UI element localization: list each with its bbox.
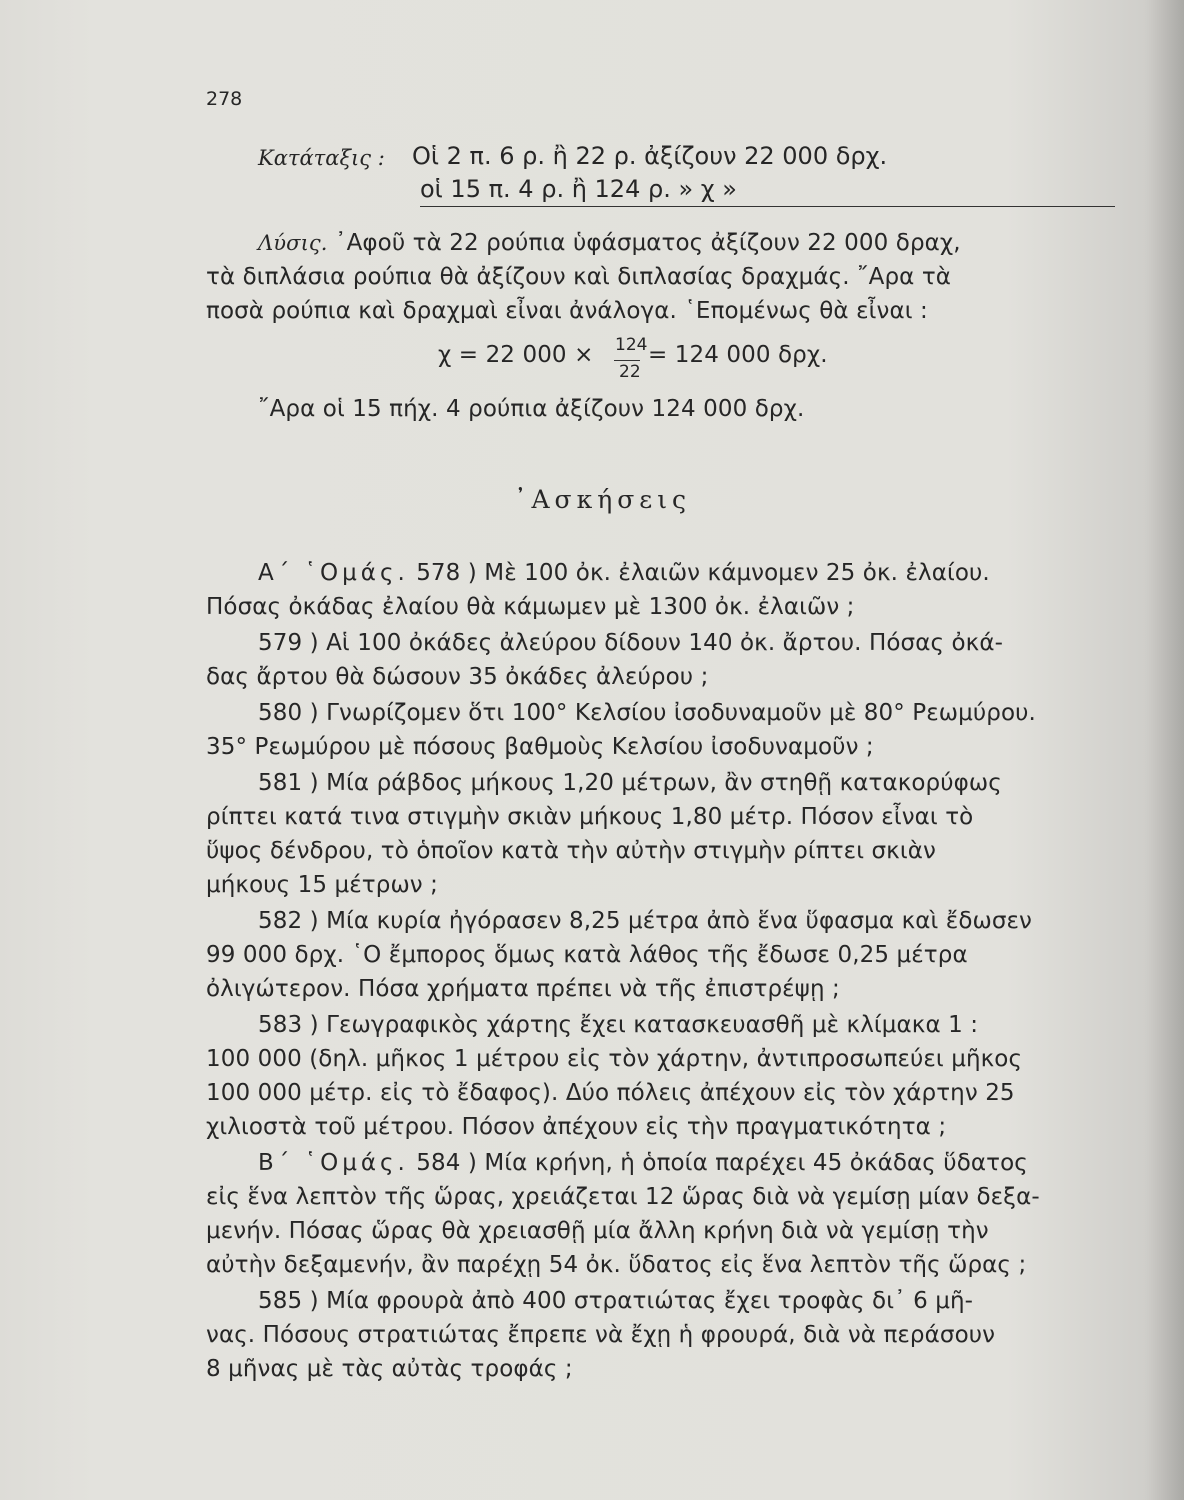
formula-left: χ = 22 000 × bbox=[438, 342, 594, 368]
exercise-579-line-2: δας ἄρτου θὰ δώσουν 35 ὀκάδες ἀλεύρου ; bbox=[206, 664, 709, 690]
exercise-584-line-2: εἰς ἕνα λεπτὸν τῆς ὥρας, χρειάζεται 12 ὥρας διὰ νὰ γεμίσῃ μίαν δεξα- bbox=[206, 1184, 1040, 1210]
katataxis-label: Κατάταξις : bbox=[258, 146, 385, 170]
solution-line-2: τὰ διπλάσια ρούπια θὰ ἀξίζουν καὶ διπλασίας δραχμάς. ῎Αρα τὰ bbox=[206, 264, 952, 290]
exercise-583-line-3: 100 000 μέτρ. εἰς τὸ ἔδαφος). Δύο πόλεις ἀπέχουν εἰς τὸν χάρτην 25 bbox=[206, 1080, 1015, 1106]
exercise-578-text: 578 ) Μὲ 100 ὀκ. ἐλαιῶν κάμνομεν 25 ὀκ. ἐλαίου. bbox=[416, 560, 990, 586]
exercise-585-line-1: 585 ) Μία φρουρὰ ἀπὸ 400 στρατιώτας ἔχει τροφὰς δι᾿ 6 μῆ- bbox=[258, 1288, 974, 1314]
exercise-583-line-1: 583 ) Γεωγραφικὸς χάρτης ἔχει κατασκευασθῆ μὲ κλίμακα 1 : bbox=[258, 1012, 979, 1038]
exercise-584-text: 584 ) Μία κρήνη, ἡ ὁποία παρέχει 45 ὀκάδας ὕδατος bbox=[416, 1150, 1028, 1176]
exercise-585-line-2: νας. Πόσους στρατιώτας ἔπρεπε νὰ ἔχῃ ἡ φρουρά, διὰ νὰ περάσουν bbox=[206, 1322, 996, 1348]
exercise-582-line-3: ὀλιγώτερον. Πόσα χρήματα πρέπει νὰ τῆς ἐπιστρέψῃ ; bbox=[206, 976, 840, 1002]
exercise-583-line-4: χιλιοστὰ τοῦ μέτρου. Πόσον ἀπέχουν εἰς τὴν πραγματικότητα ; bbox=[206, 1114, 947, 1140]
page-edge-shadow bbox=[1144, 0, 1184, 1500]
exercise-583-line-2: 100 000 (δηλ. μῆκος 1 μέτρου εἰς τὸν χάρτην, ἀντιπροσωπεύει μῆκος bbox=[206, 1046, 1023, 1072]
exercise-580-line-2: 35° Ρεωμύρου μὲ πόσους βαθμοὺς Κελσίου ἰσοδυναμοῦν ; bbox=[206, 734, 874, 760]
katataxis-row-2: οἱ 15 π. 4 ρ. ἢ 124 ρ. » χ » bbox=[420, 175, 737, 203]
group-a-label: Α΄ ῾Ομάς. bbox=[258, 560, 409, 586]
formula-right: = 124 000 δρχ. bbox=[648, 342, 828, 368]
solution-line-3: ποσὰ ρούπια καὶ δραχμαὶ εἶναι ἀνάλογα. ῾Επομένως θὰ εἶναι : bbox=[206, 298, 928, 324]
solution-line-1 bbox=[258, 230, 961, 256]
katataxis-row-1: Οἱ 2 π. 6 ρ. ἢ 22 ρ. ἀξίζουν 22 000 δρχ. bbox=[412, 142, 888, 170]
katataxis-divider bbox=[420, 206, 1115, 207]
exercise-581-line-4: μήκους 15 μέτρων ; bbox=[206, 872, 439, 898]
fraction-numerator: 124 bbox=[615, 335, 648, 355]
exercise-578-line-2: Πόσας ὀκάδας ἐλαίου θὰ κάμωμεν μὲ 1300 ὀκ. ἐλαιῶν ; bbox=[206, 594, 855, 620]
exercise-584-line-4: αὐτὴν δεξαμενήν, ἂν παρέχῃ 54 ὀκ. ὕδατος εἰς ἕνα λεπτὸν τῆς ὥρας ; bbox=[206, 1252, 1027, 1278]
page-number: 278 bbox=[206, 88, 243, 110]
exercise-579-line-1: 579 ) Αἱ 100 ὀκάδες ἀλεύρου δίδουν 140 ὀκ. ἄρτου. Πόσας ὀκά- bbox=[258, 630, 1003, 656]
exercise-581-line-2: ρίπτει κατά τινα στιγμὴν σκιὰν μήκους 1,80 μέτρ. Πόσον εἶναι τὸ bbox=[206, 804, 974, 830]
exercise-582-line-1: 582 ) Μία κυρία ἠγόρασεν 8,25 μέτρα ἀπὸ ἕνα ὕφασμα καὶ ἔδωσεν bbox=[258, 908, 1033, 934]
group-b-label: Β΄ ῾Ομάς. bbox=[258, 1150, 409, 1176]
solution-label: Λύσις. bbox=[258, 231, 328, 255]
section-heading: ᾿Ασκήσεις bbox=[514, 485, 692, 514]
solution-conclusion: ῎Αρα οἱ 15 πήχ. 4 ρούπια ἀξίζουν 124 000 δρχ. bbox=[258, 396, 805, 422]
exercise-580-line-1: 580 ) Γνωρίζομεν ὅτι 100° Κελσίου ἰσοδυναμοῦν μὲ 80° Ρεωμύρου. bbox=[258, 700, 1036, 726]
exercise-584-line-1 bbox=[258, 1150, 1028, 1176]
exercise-581-line-3: ὕψος δένδρου, τὸ ὁποῖον κατὰ τὴν αὐτὴν στιγμὴν ρίπτει σκιὰν bbox=[206, 838, 936, 864]
exercise-581-line-1: 581 ) Μία ράβδος μήκους 1,20 μέτρων, ἂν στηθῇ κατακορύφως bbox=[258, 770, 1002, 796]
exercise-578-line-1 bbox=[258, 560, 990, 586]
exercise-585-line-3: 8 μῆνας μὲ τὰς αὐτὰς τροφάς ; bbox=[206, 1356, 573, 1382]
fraction-bar bbox=[614, 360, 640, 361]
exercise-582-line-2: 99 000 δρχ. ῾Ο ἔμπορος ὅμως κατὰ λάθος τῆς ἔδωσε 0,25 μέτρα bbox=[206, 942, 968, 968]
fraction-denominator: 22 bbox=[619, 362, 641, 382]
exercise-584-line-3: μενήν. Πόσας ὥρας θὰ χρειασθῇ μία ἄλλη κρήνη διὰ νὰ γεμίσῃ τὴν bbox=[206, 1218, 989, 1244]
solution-text-1: ᾿Αφοῦ τὰ 22 ρούπια ὑφάσματος ἀξίζουν 22 000 δραχ, bbox=[334, 230, 961, 256]
